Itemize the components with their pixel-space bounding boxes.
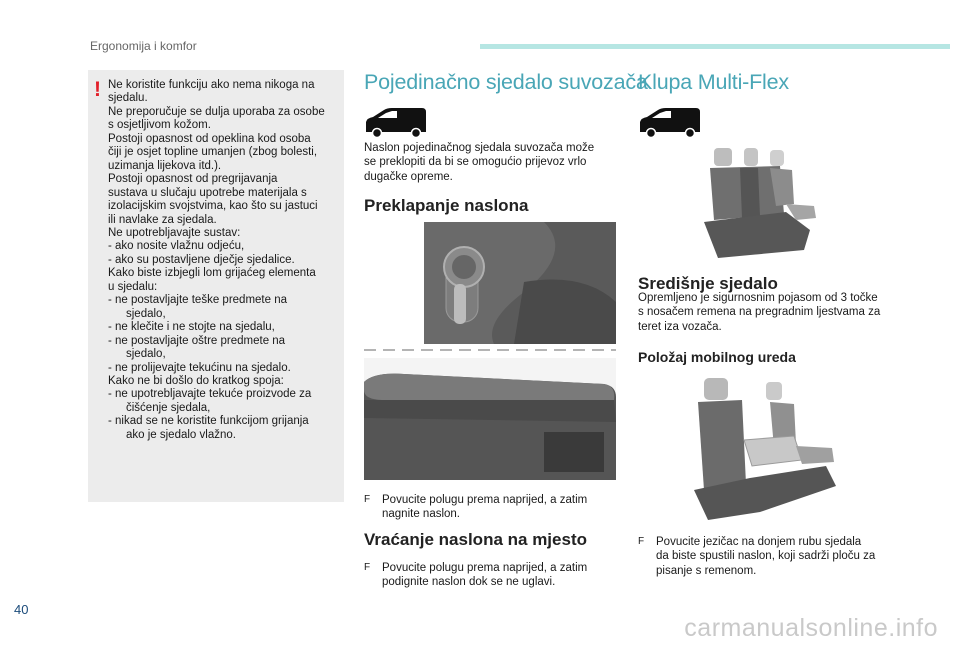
warning-line: ako je sjedalo vlažno.	[126, 428, 236, 441]
section-title-passenger-seat: Pojedinačno sjedalo suvozača	[364, 70, 648, 94]
warning-line: Postoji opasnost od pregrijavanja	[108, 173, 278, 186]
warning-line: sustava u slučaju upotrebe materijala s	[108, 186, 307, 199]
warning-line: sjedalo,	[126, 307, 166, 320]
center-seat-title: Središnje sjedalo	[638, 274, 778, 293]
warning-line: s osjetljivom kožom.	[108, 119, 211, 132]
warning-line: ili navlake za sjedala.	[108, 213, 217, 226]
text-line: s nosačem remena na pregradnim ljestvama za	[638, 306, 881, 319]
text-line: Opremljeno je sigurnosnim pojasom od 3 točke	[638, 292, 878, 304]
exclamation-icon: !	[94, 78, 101, 101]
warning-text	[108, 79, 338, 442]
warning-line: - nikad se ne koristite funkcijom grijanja	[108, 415, 309, 428]
return-backrest-step	[364, 561, 587, 590]
warning-line: Ne koristite funkciju ako nema nikoga na	[108, 79, 315, 91]
warning-line: - ne postavljajte teške predmete na	[108, 294, 287, 307]
warning-line: Kako ne bi došlo do kratkog spoja:	[108, 374, 284, 387]
warning-line: Ne upotrebljavajte sustav:	[108, 226, 241, 239]
warning-line: - ako su postavljene dječje sjedalice.	[108, 253, 295, 266]
bullet-arrow-icon: F	[364, 494, 371, 505]
text-line: Povucite polugu prema naprijed, a zatim	[382, 562, 588, 574]
text-line: se preklopiti da bi se omogućio prijevoz vrlo	[364, 156, 587, 169]
header-bar	[480, 44, 950, 49]
fold-backrest-step	[364, 493, 587, 522]
text-line: da biste spustili naslon, koji sadrži ploču za	[656, 550, 876, 563]
warning-line: - ako nosite vlažnu odjeću,	[108, 240, 245, 253]
mobile-office-illustration	[690, 374, 840, 526]
seat-fold-illustration	[364, 222, 616, 480]
text-line: Povucite polugu prema naprijed, a zatim	[382, 494, 588, 506]
text-line: teret iza vozača.	[638, 320, 722, 333]
return-backrest-title: Vraćanje naslona na mjesto	[364, 530, 587, 549]
text-line: nagnite naslon.	[382, 508, 461, 521]
warning-line: Ne preporučuje se dulja uporaba za osobe	[108, 105, 325, 118]
center-seat-text	[638, 291, 880, 334]
van-icon	[364, 106, 428, 138]
bullet-arrow-icon: F	[364, 562, 371, 573]
warning-line: Postoji opasnost od opeklina kod osoba	[108, 132, 311, 145]
warning-line: - ne prolijevajte tekućinu na sjedalo.	[108, 361, 291, 374]
text-line: Povucite jezičac na donjem rubu sjedala	[656, 536, 862, 548]
text-line: Naslon pojedinačnog sjedala suvozača može	[364, 142, 595, 154]
text-line: podignite naslon dok se ne uglavi.	[382, 576, 556, 589]
warning-line: - ne klečite i ne stojte na sjedalu,	[108, 321, 275, 334]
warning-line: Kako biste izbjegli lom grijaćeg elementa	[108, 267, 316, 280]
bullet-arrow-icon: F	[638, 536, 645, 547]
warning-line: - ne postavljajte oštre predmete na	[108, 334, 286, 347]
text-line: pisanje s remenom.	[656, 564, 757, 577]
section-label: Ergonomija i komfor	[90, 39, 197, 53]
section-title-multiflex: Klupa Multi-Flex	[638, 70, 789, 94]
watermark: carmanualsonline.info	[684, 614, 938, 642]
warning-line: izolacijskim svojstvima, kao što su jastuci	[108, 200, 318, 213]
warning-line: uzimanja lijekova itd.).	[108, 159, 222, 172]
warning-line: u sjedalu:	[108, 280, 158, 293]
text-line: dugačke opreme.	[364, 170, 453, 183]
van-icon	[638, 106, 702, 138]
warning-line: sjedalo,	[126, 348, 166, 361]
fold-backrest-title: Preklapanje naslona	[364, 196, 529, 215]
passenger-seat-intro	[364, 141, 594, 184]
warning-line: - ne upotrebljavajte tekuće proizvode za	[108, 388, 312, 401]
warning-line: čiji je osjet topline umanjen (zbog bolesti,	[108, 146, 318, 159]
mobile-office-step	[638, 535, 875, 578]
warning-line: sjedalu.	[108, 92, 148, 105]
page-number: 40	[14, 602, 29, 617]
warning-line: čišćenje sjedala,	[126, 401, 211, 414]
mobile-office-title: Položaj mobilnog ureda	[638, 349, 796, 365]
multiflex-bench-illustration	[700, 144, 820, 262]
